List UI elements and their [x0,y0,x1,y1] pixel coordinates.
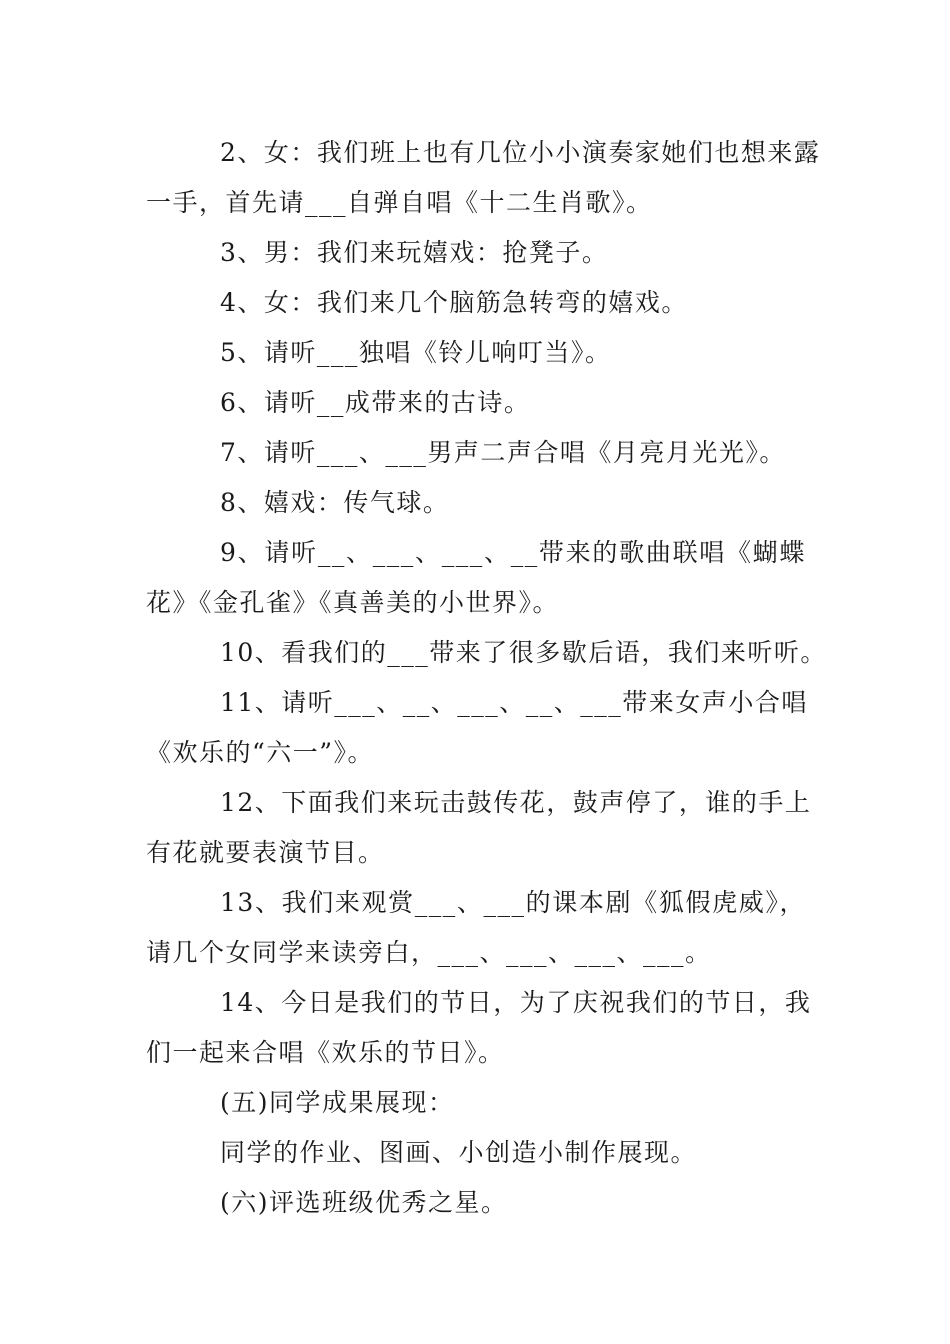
paragraph-line: 一手，首先请___自弹自唱《十二生肖歌》。 [146,188,653,217]
paragraph-line: 11、请听___、__、___、__、___带来女声小合唱 [220,688,808,717]
paragraph-line: 8、嬉戏：传气球。 [220,488,450,517]
section-heading: (六)评选班级优秀之星。 [220,1188,508,1217]
paragraph-line: 14、今日是我们的节日，为了庆祝我们的节日，我 [220,988,812,1017]
paragraph-line: 花》《金孔雀》《真善美的小世界》。 [146,588,560,617]
paragraph-line: 4、女：我们来几个脑筋急转弯的嬉戏。 [220,288,688,317]
paragraph-line: 10、看我们的___带来了很多歇后语，我们来听听。 [220,638,827,667]
paragraph-line: 请几个女同学来读旁白，___、___、___、___。 [146,938,712,967]
section-heading: (五)同学成果展现： [220,1088,455,1117]
paragraph-line: 们一起来合唱《欢乐的节日》。 [146,1038,505,1067]
paragraph-line: 7、请听___、___男声二声合唱《月亮月光光》。 [220,438,786,467]
paragraph-line: 12、下面我们来玩击鼓传花，鼓声停了，谁的手上 [220,788,812,817]
paragraph-line: 3、男：我们来玩嬉戏：抢凳子。 [220,238,609,267]
paragraph-line: 9、请听__、___、___、__带来的歌曲联唱《蝴蝶 [220,538,806,567]
paragraph-line: 有花就要表演节目。 [146,838,385,867]
paragraph-line: 2、女：我们班上也有几位小小演奏家她们也想来露 [220,138,821,167]
paragraph-line: 《欢乐的“六一”》。 [146,738,375,767]
paragraph-line: 同学的作业、图画、小创造小制作展现。 [220,1138,698,1167]
paragraph-line: 13、我们来观赏___、___的课本剧《狐假虎威》， [220,888,806,917]
paragraph-line: 6、请听__成带来的古诗。 [220,388,531,417]
paragraph-line: 5、请听___独唱《铃儿响叮当》。 [220,338,612,367]
